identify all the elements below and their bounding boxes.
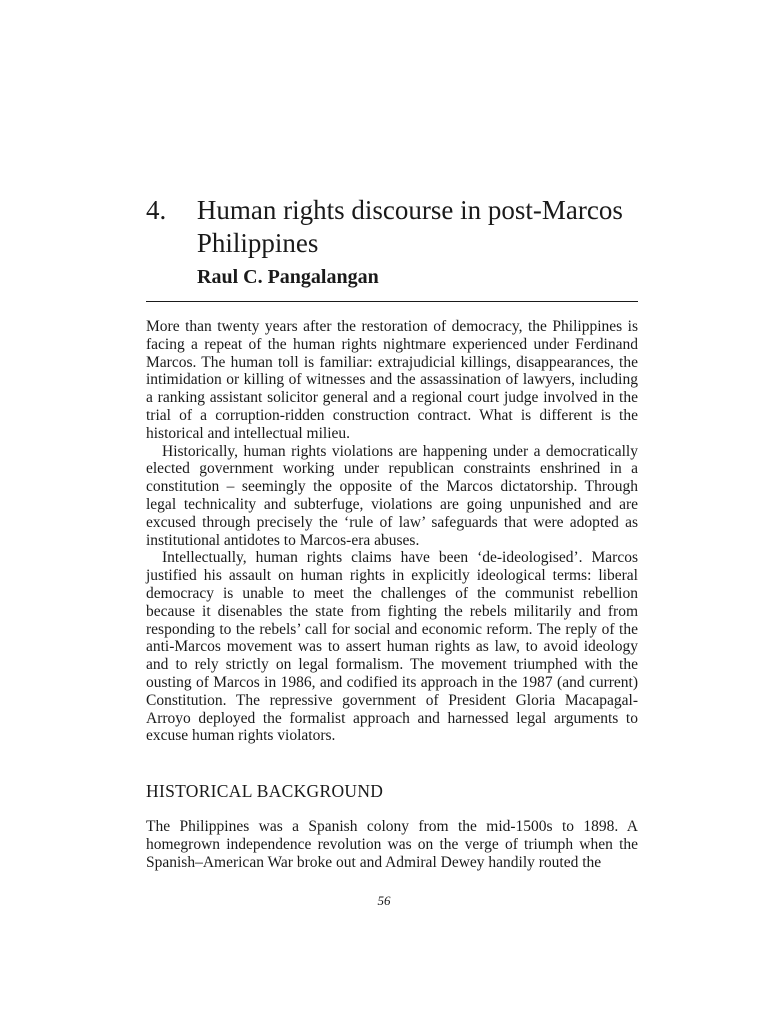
intro-paragraph-2: Historically, human rights violations are happening under a democratically elected government working under republican constraints enshrined in a constitution – seemingly the opposite of the Marcos dictatorship. Through legal technicality and subterfuge, violations are going unpunished and are excused through precisely the ‘rule of law’ safeguards that were adopted as institutional antidotes to Marcos-era abuses.	[146, 442, 638, 549]
chapter-number: 4.	[146, 195, 167, 225]
intro-paragraph-1: More than twenty years after the restoration of democracy, the Philippines is facing a repeat of the human rights nightmare experienced under Ferdinand Marcos. The human toll is familiar: extrajudicial killings, disappearances, the intimidation or killing of witnesses and the assassination of lawyers, including a ranking assistant solicitor general and a regional court judge involved in the trial of a corruption-ridden construction contract. What is different is the historical and intellectual milieu.	[146, 318, 638, 442]
intro-paragraph-3: Intellectually, human rights claims have been ‘de-ideologised’. Marcos justified his assault on human rights in explicitly ideological terms: liberal democracy is unable to meet the challenges of the communist rebellion because it disenables the state from fighting the rebels militarily and from responding to the rebels’ call for social and economic reform. The reply of the anti-Marcos movement was to assert human rights as law, to avoid ideology and to rely strictly on legal formalism. The movement triumphed with the ousting of Marcos in 1986, and codified its approach in the 1987 (and current) Constitution. The repressive government of President Gloria Macapagal-Arroyo deployed the formalist approach and harnessed legal arguments to excuse human rights violators.	[146, 549, 638, 745]
section-heading: HISTORICAL BACKGROUND	[146, 781, 384, 801]
intro-text	[146, 318, 638, 745]
section-paragraph-1: The Philippines was a Spanish colony from the mid-1500s to 1898. A homegrown independence revolution was on the verge of triumph when the Spanish–American War broke out and Admiral Dewey handily routed the	[146, 818, 638, 871]
page-number: 56	[377, 893, 391, 908]
section-text	[146, 818, 638, 871]
heading-divider	[146, 301, 638, 302]
chapter-title: Human rights discourse in post-Marcos Philippines	[196, 195, 623, 258]
chapter-author: Raul C. Pangalangan	[197, 266, 379, 288]
chapter-heading	[146, 194, 626, 260]
